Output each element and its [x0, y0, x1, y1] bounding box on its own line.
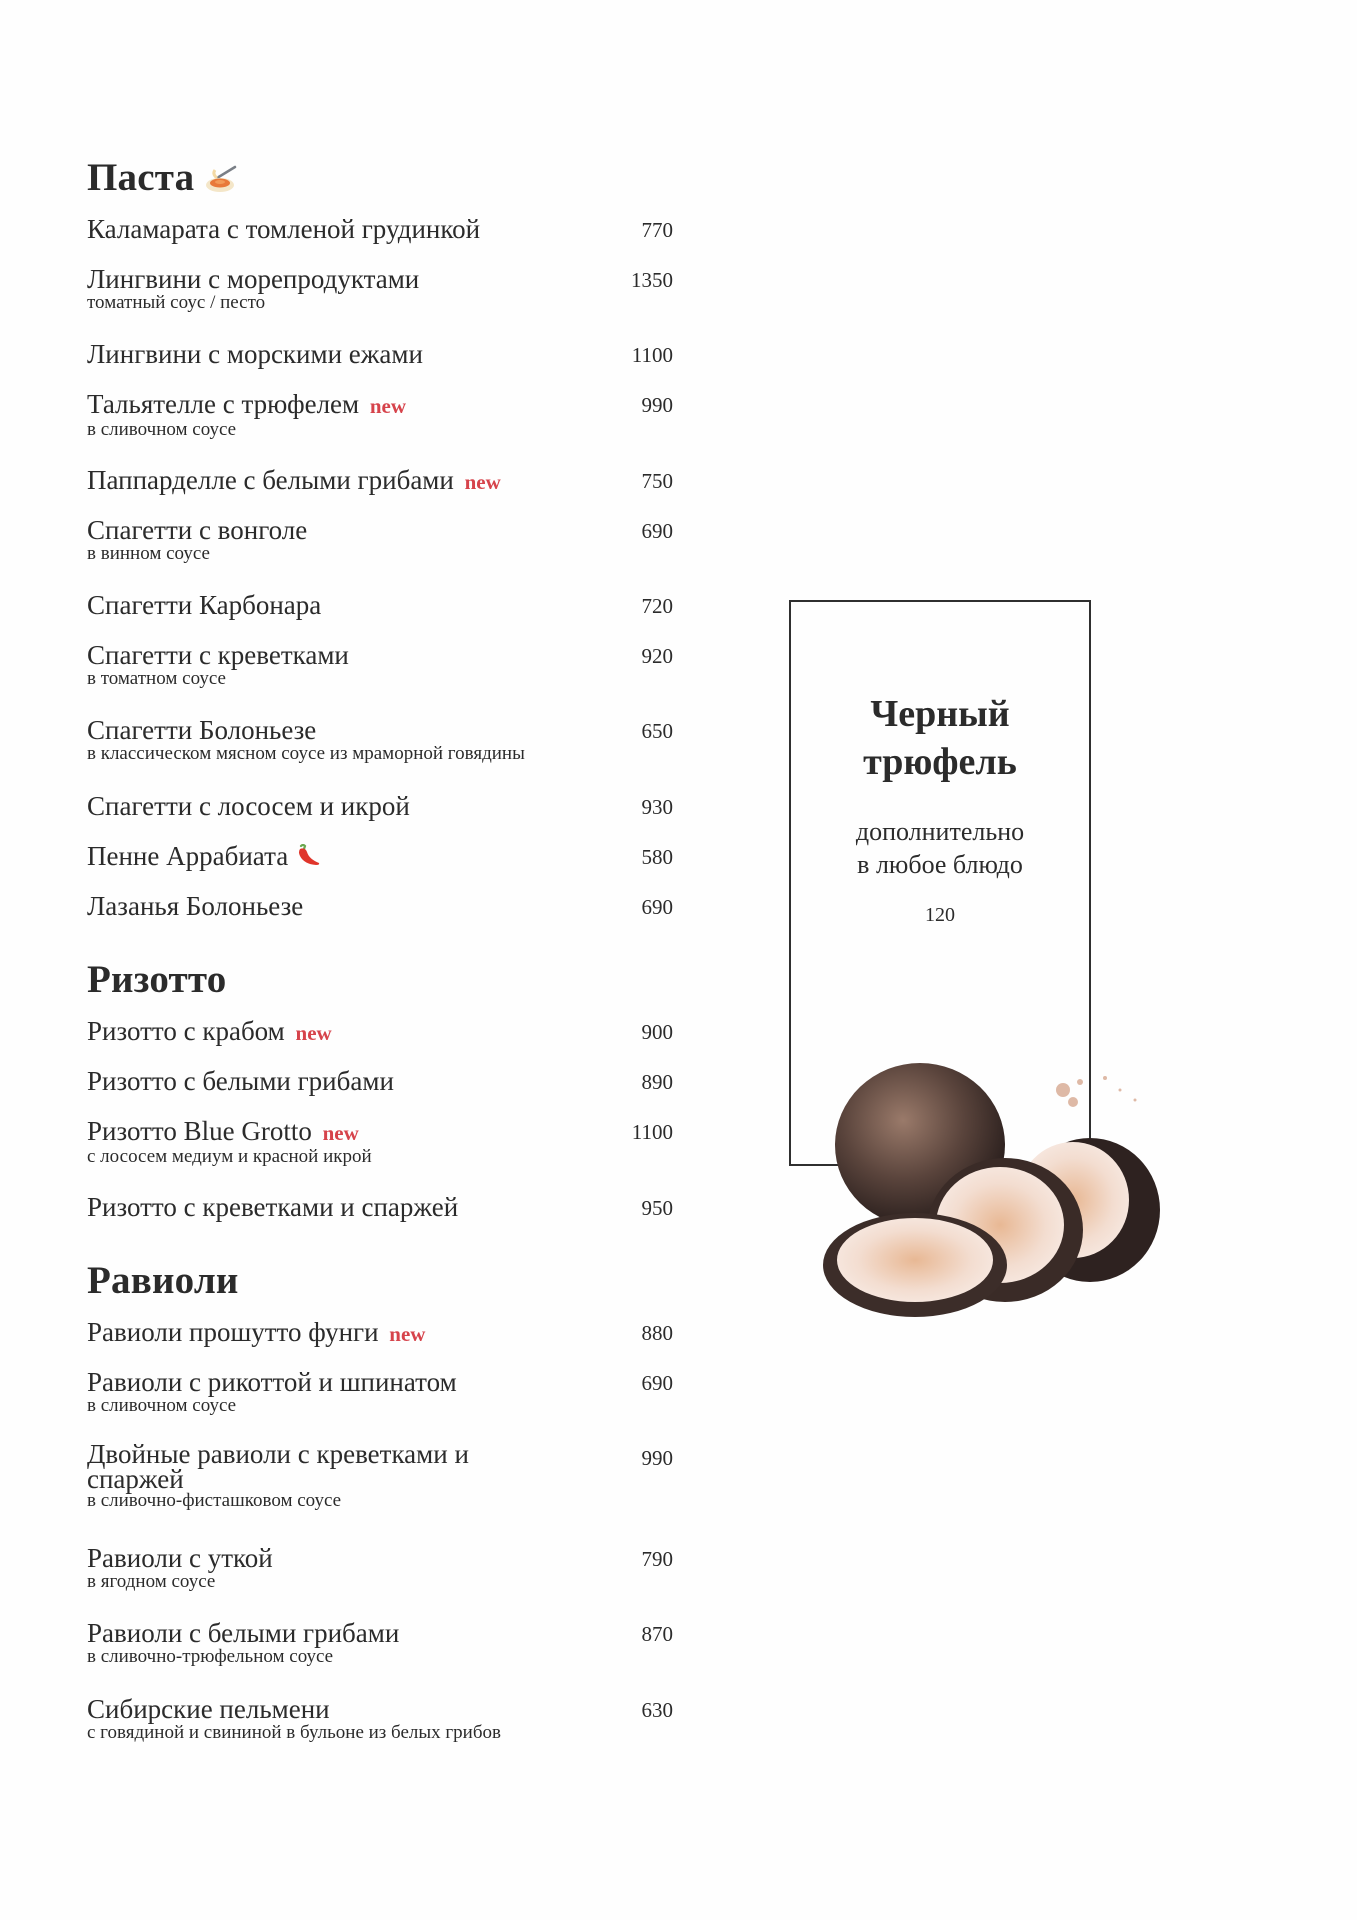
menu-item [87, 264, 673, 314]
item-name: Ризотто с белыми грибами [87, 1066, 394, 1096]
item-price: 890 [641, 1070, 673, 1094]
item-price: 630 [641, 1698, 673, 1722]
item-price: 990 [641, 393, 673, 417]
new-badge: new [369, 394, 407, 418]
item-name: Спагетти Карбонара [87, 590, 322, 620]
truffle-illustration [815, 1060, 1175, 1325]
menu-item [87, 339, 673, 369]
menu-item [87, 515, 673, 565]
item-description: в сливочном соусе [87, 419, 237, 440]
item-price: 1100 [631, 1120, 673, 1144]
section-title: Равиоли [87, 1259, 239, 1302]
item-price: 990 [641, 1446, 673, 1470]
item-description: в ягодном соусе [87, 1571, 216, 1592]
menu-item [87, 1439, 673, 1512]
menu-item [87, 1016, 673, 1048]
menu-item [87, 791, 673, 821]
new-badge: new [322, 1121, 359, 1145]
menu-item [87, 1367, 673, 1417]
truffle-addon-title [789, 690, 1091, 786]
item-name: Спагетти с лососем и икрой [87, 791, 410, 821]
chili-pepper-icon [296, 844, 322, 874]
item-description: с лососем медиум и красной икрой [87, 1146, 372, 1167]
menu-item [87, 1694, 673, 1744]
truffle-addon-price: 120 [925, 904, 955, 926]
item-name: Паппарделле с белыми грибами [87, 465, 454, 495]
section-heading-pasta [87, 158, 238, 201]
item-price: 900 [641, 1020, 673, 1044]
item-name: Ризотто Blue Grotto [87, 1116, 312, 1146]
spaghetti-icon [204, 162, 238, 201]
item-description: в сливочно-фисташковом соусе [87, 1490, 342, 1511]
item-price: 790 [641, 1547, 673, 1571]
menu-item [87, 1066, 673, 1096]
item-description: в томатном соусе [87, 668, 226, 689]
truffle-sub-line: в любое блюдо [857, 850, 1023, 879]
menu-item [87, 1317, 673, 1349]
truffle-title-line: трюфель [863, 741, 1017, 783]
item-description: в сливочном соусе [87, 1395, 237, 1416]
menu-item [87, 891, 673, 921]
item-price: 650 [641, 719, 673, 743]
item-name: Сибирские пельмени [87, 1694, 330, 1724]
section-heading-ravioli [87, 1261, 239, 1300]
item-price: 1100 [631, 343, 673, 367]
item-name: Лингвини с морепродуктами [87, 264, 420, 294]
item-name: Лингвини с морскими ежами [87, 339, 423, 369]
menu-item [87, 841, 673, 874]
item-name: Равиоли прошутто фунги [87, 1317, 379, 1347]
item-name: Равиоли с белыми грибами [87, 1618, 400, 1648]
item-name: Спагетти с вонголе [87, 515, 308, 545]
item-price: 1350 [631, 268, 673, 292]
item-name: Равиоли с уткой [87, 1543, 273, 1573]
new-badge: new [295, 1021, 332, 1045]
item-name: Лазанья Болоньезе [87, 891, 304, 921]
item-price: 950 [641, 1196, 673, 1220]
truffle-addon-description [789, 815, 1091, 881]
menu-item [87, 465, 673, 497]
paint-splatter [1056, 1076, 1137, 1107]
item-price: 870 [641, 1622, 673, 1646]
item-price: 930 [641, 795, 673, 819]
item-price: 880 [641, 1321, 673, 1345]
item-price: 580 [641, 845, 673, 869]
item-name: Ризотто с крабом [87, 1016, 285, 1046]
section-heading-risotto [87, 960, 226, 999]
item-price: 690 [641, 895, 673, 919]
item-name: Спагетти с креветками [87, 640, 349, 670]
item-price: 690 [641, 519, 673, 543]
menu-item [87, 1543, 673, 1593]
truffle-sub-line: дополнительно [855, 817, 1025, 846]
menu-item [87, 715, 673, 765]
item-description: в классическом мясном соусе из мраморной говядины [87, 743, 525, 764]
menu-item [87, 640, 673, 690]
menu-item [87, 1192, 673, 1222]
truffle-title-line: Черный [870, 693, 1010, 735]
section-title: Паста [87, 156, 195, 199]
item-name: Двойные равиоли с креветками и спаржей [87, 1439, 469, 1494]
item-name: Равиоли с рикоттой и шпинатом [87, 1367, 457, 1397]
item-name: Каламарата с томленой грудинкой [87, 214, 481, 244]
item-description: томатный соус / песто [87, 292, 266, 313]
item-name: Пенне Аррабиата [87, 841, 289, 871]
item-price: 750 [641, 469, 673, 493]
item-price: 720 [641, 594, 673, 618]
new-badge: new [389, 1322, 426, 1346]
section-title: Ризотто [87, 958, 227, 1001]
item-name: Спагетти Болоньезе [87, 715, 317, 745]
menu-item [87, 1618, 673, 1668]
menu-item [87, 1116, 673, 1168]
item-price: 770 [641, 218, 673, 242]
item-price: 690 [641, 1371, 673, 1395]
item-description: в сливочно-трюфельном соусе [87, 1646, 334, 1667]
menu-item [87, 590, 673, 620]
item-description: с говядиной и свининой в бульоне из белых грибов [87, 1722, 501, 1743]
menu-item [87, 389, 673, 441]
menu-item [87, 214, 673, 244]
item-price: 920 [641, 644, 673, 668]
item-description: в винном соусе [87, 543, 210, 564]
item-name: Ризотто с креветками и спаржей [87, 1192, 459, 1222]
item-name: Тальятелле с трюфелем [87, 389, 360, 419]
new-badge: new [464, 470, 501, 494]
